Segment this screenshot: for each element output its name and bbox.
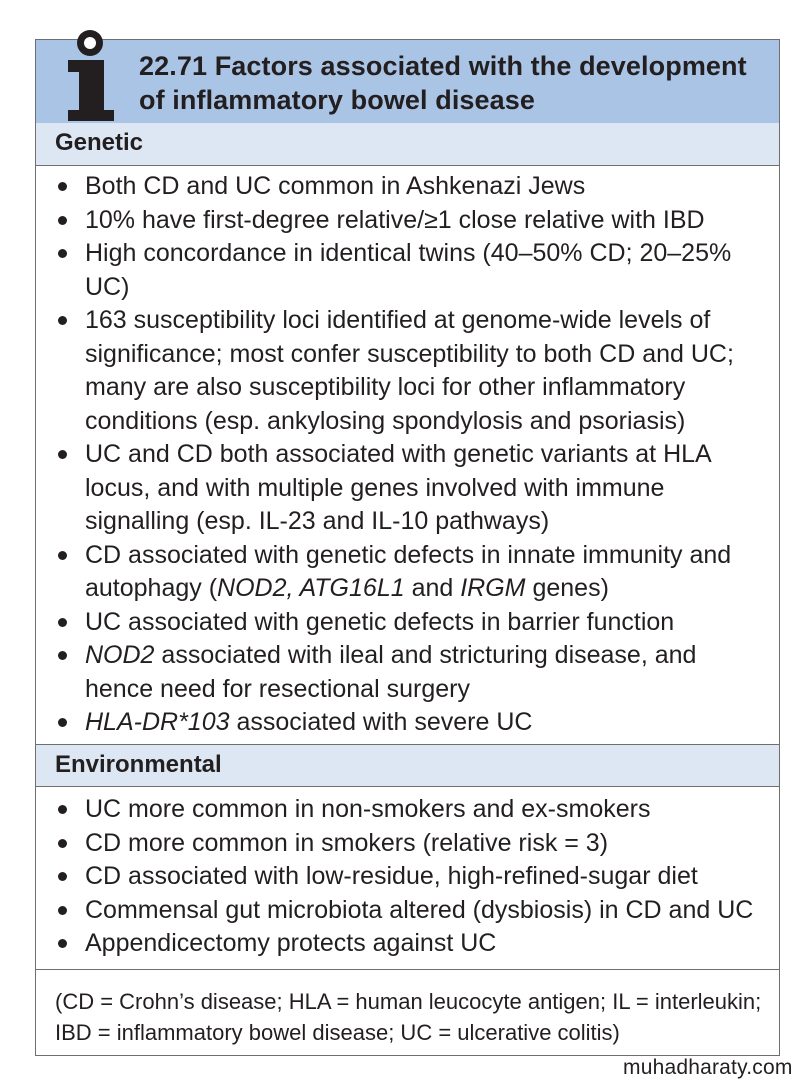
item-text: associated with ileal and stricturing disease, and hence need for resectional surgery bbox=[85, 641, 697, 703]
section-title-genetic: Genetic bbox=[55, 129, 144, 156]
item-text: CD more common in smokers (relative risk = 3) bbox=[85, 828, 609, 857]
info-box bbox=[35, 39, 780, 1056]
item-text: UC associated with genetic defects in barrier function bbox=[85, 607, 675, 636]
item-text: High concordance in identical twins (40–50% CD; 20–25% UC) bbox=[85, 239, 732, 301]
list-item bbox=[36, 927, 779, 961]
list-item bbox=[36, 438, 779, 539]
box-title bbox=[139, 49, 759, 117]
genetic-factors-list bbox=[36, 170, 779, 740]
footnote-divider bbox=[36, 969, 779, 970]
item-text: UC and CD both associated with genetic variants at HLA locus, and with multiple genes involved with immune signalling (esp. IL-23 and IL-10 pathways) bbox=[85, 440, 711, 535]
gene-name: HLA-DR*103 bbox=[85, 708, 230, 736]
list-item bbox=[36, 170, 779, 204]
section-header-environmental bbox=[36, 744, 779, 787]
list-item bbox=[36, 639, 779, 706]
box-header bbox=[36, 40, 779, 124]
item-text: CD associated with genetic defects in innate immunity and autophagy ( bbox=[85, 540, 732, 602]
watermark: muhadharaty.com bbox=[623, 1056, 793, 1079]
gene-name: NOD2 bbox=[85, 641, 155, 669]
item-text: associated with severe UC bbox=[229, 708, 533, 736]
box-number: 22.71 bbox=[139, 51, 208, 81]
item-text: genes) bbox=[525, 574, 609, 602]
list-item bbox=[36, 894, 779, 928]
list-item bbox=[36, 304, 779, 438]
list-item bbox=[36, 827, 779, 861]
item-text: UC more common in non-smokers and ex-smokers bbox=[85, 795, 651, 823]
item-text: Commensal gut microbiota altered (dysbiosis) in CD and UC bbox=[85, 895, 754, 924]
footnote: (CD = Crohn’s disease; HLA = human leucocyte antigen; IL = interleukin; IBD = inflammatory bowel disease; UC = ulcerative colitis) bbox=[55, 989, 762, 1045]
environmental-factors-list bbox=[36, 793, 779, 961]
gene-name: IRGM bbox=[460, 574, 526, 602]
list-item bbox=[36, 793, 779, 827]
item-text: 163 susceptibility loci identified at genome-wide levels of significance; most confer susceptibility to both CD and UC; many are also susceptibility loci for other inflammatory conditions (esp. ankylosing spondylosis and psoriasis) bbox=[85, 306, 734, 435]
list-item bbox=[36, 237, 779, 304]
item-text: CD associated with low-residue, high-refined-sugar diet bbox=[85, 862, 698, 890]
section-title-environmental: Environmental bbox=[55, 751, 222, 778]
box-title-text: Factors associated with the development of inflammatory bowel disease bbox=[139, 51, 747, 115]
list-item bbox=[36, 204, 779, 238]
list-item bbox=[36, 860, 779, 894]
item-text: Both CD and UC common in Ashkenazi Jews bbox=[85, 172, 586, 200]
item-text: and bbox=[404, 574, 461, 602]
info-icon bbox=[34, 24, 126, 124]
item-text: 10% have first-degree relative/≥1 close relative with IBD bbox=[85, 205, 705, 234]
item-text: Appendicectomy protects against UC bbox=[85, 929, 497, 957]
gene-name: NOD2, ATG16L1 bbox=[217, 574, 405, 602]
list-item bbox=[36, 539, 779, 606]
list-item bbox=[36, 606, 779, 640]
section-header-genetic bbox=[36, 123, 779, 166]
list-item bbox=[36, 706, 779, 740]
